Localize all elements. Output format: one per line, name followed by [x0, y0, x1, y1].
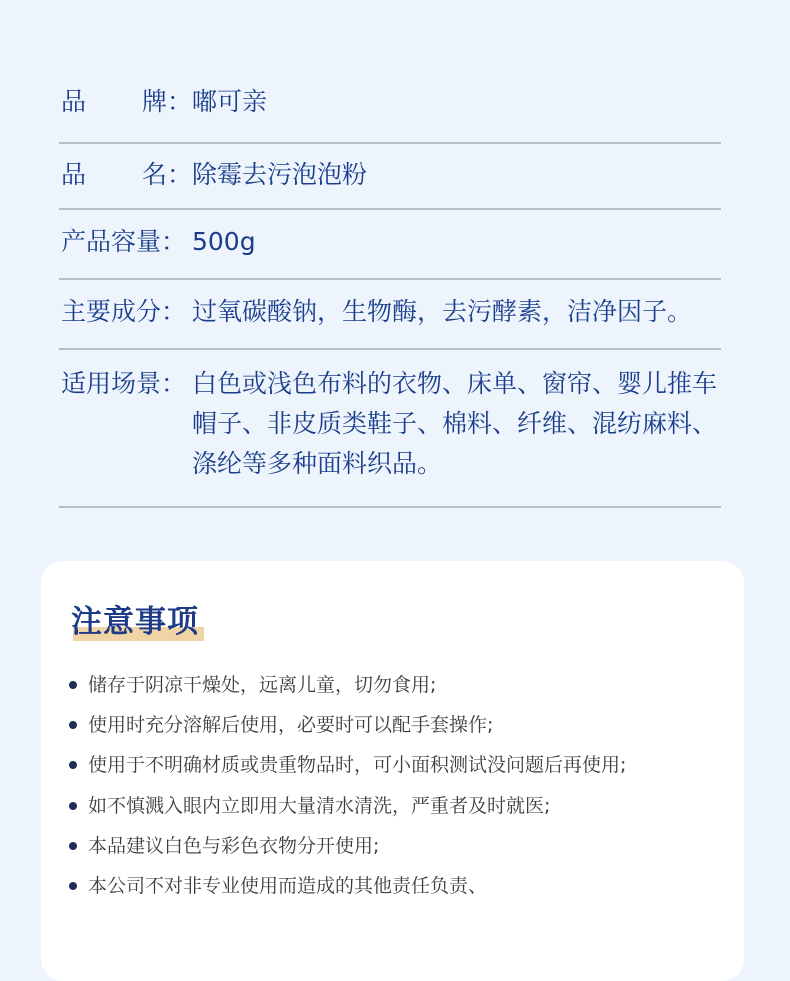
- list-item: 储存于阴凉干燥处，远离儿童，切勿食用;: [69, 665, 719, 705]
- spec-row-ingredients: [59, 280, 721, 350]
- bullet-dot-icon: [69, 842, 77, 850]
- list-item: 本品建议白色与彩色衣物分开使用;: [69, 826, 719, 866]
- spec-value-brand: 嘟可亲: [192, 87, 268, 116]
- notice-card: [41, 561, 744, 981]
- spec-label-product-name: 品 名：: [61, 160, 192, 189]
- list-item: 使用时充分溶解后使用，必要时可以配手套操作;: [69, 705, 719, 745]
- spec-row-brand: [59, 70, 721, 144]
- bullet-dot-icon: [69, 681, 77, 689]
- bullet-dot-icon: [69, 882, 77, 890]
- spec-row-product-name: [59, 144, 721, 210]
- bullet-dot-icon: [69, 721, 77, 729]
- list-item: 本公司不对非专业使用而造成的其他责任负责、: [69, 866, 719, 906]
- spec-label-usage: 适用场景：: [61, 369, 187, 398]
- spec-value-ingredients: 过氧碳酸钠，生物酶，去污酵素，洁净因子。: [192, 297, 693, 326]
- spec-label-ingredients: 主要成分：: [61, 297, 187, 326]
- bullet-dot-icon: [69, 761, 77, 769]
- list-item: 使用于不明确材质或贵重物品时，可小面积测试没问题后再使用;: [69, 745, 719, 785]
- bullet-dot-icon: [69, 802, 77, 810]
- spec-value-capacity: 500g: [192, 227, 256, 256]
- product-spec-list: [59, 70, 721, 508]
- spec-label-capacity: 产品容量：: [61, 227, 187, 256]
- spec-value-product-name: 除霉去污泡泡粉: [192, 160, 368, 189]
- spec-row-capacity: [59, 210, 721, 280]
- list-item: 如不慎溅入眼内立即用大量清水清洗，严重者及时就医;: [69, 786, 719, 826]
- spec-row-usage: [59, 350, 721, 508]
- notice-list: [69, 665, 719, 906]
- notice-title: 注意事项: [71, 604, 199, 640]
- spec-label-brand: 品 牌：: [61, 87, 192, 116]
- spec-value-usage: 白色或浅色布料的衣物、床单、窗帘、婴儿推车 帽子、非皮质类鞋子、棉料、纤维、混纺麻料、 涤纶等多种面料织品。: [192, 369, 718, 478]
